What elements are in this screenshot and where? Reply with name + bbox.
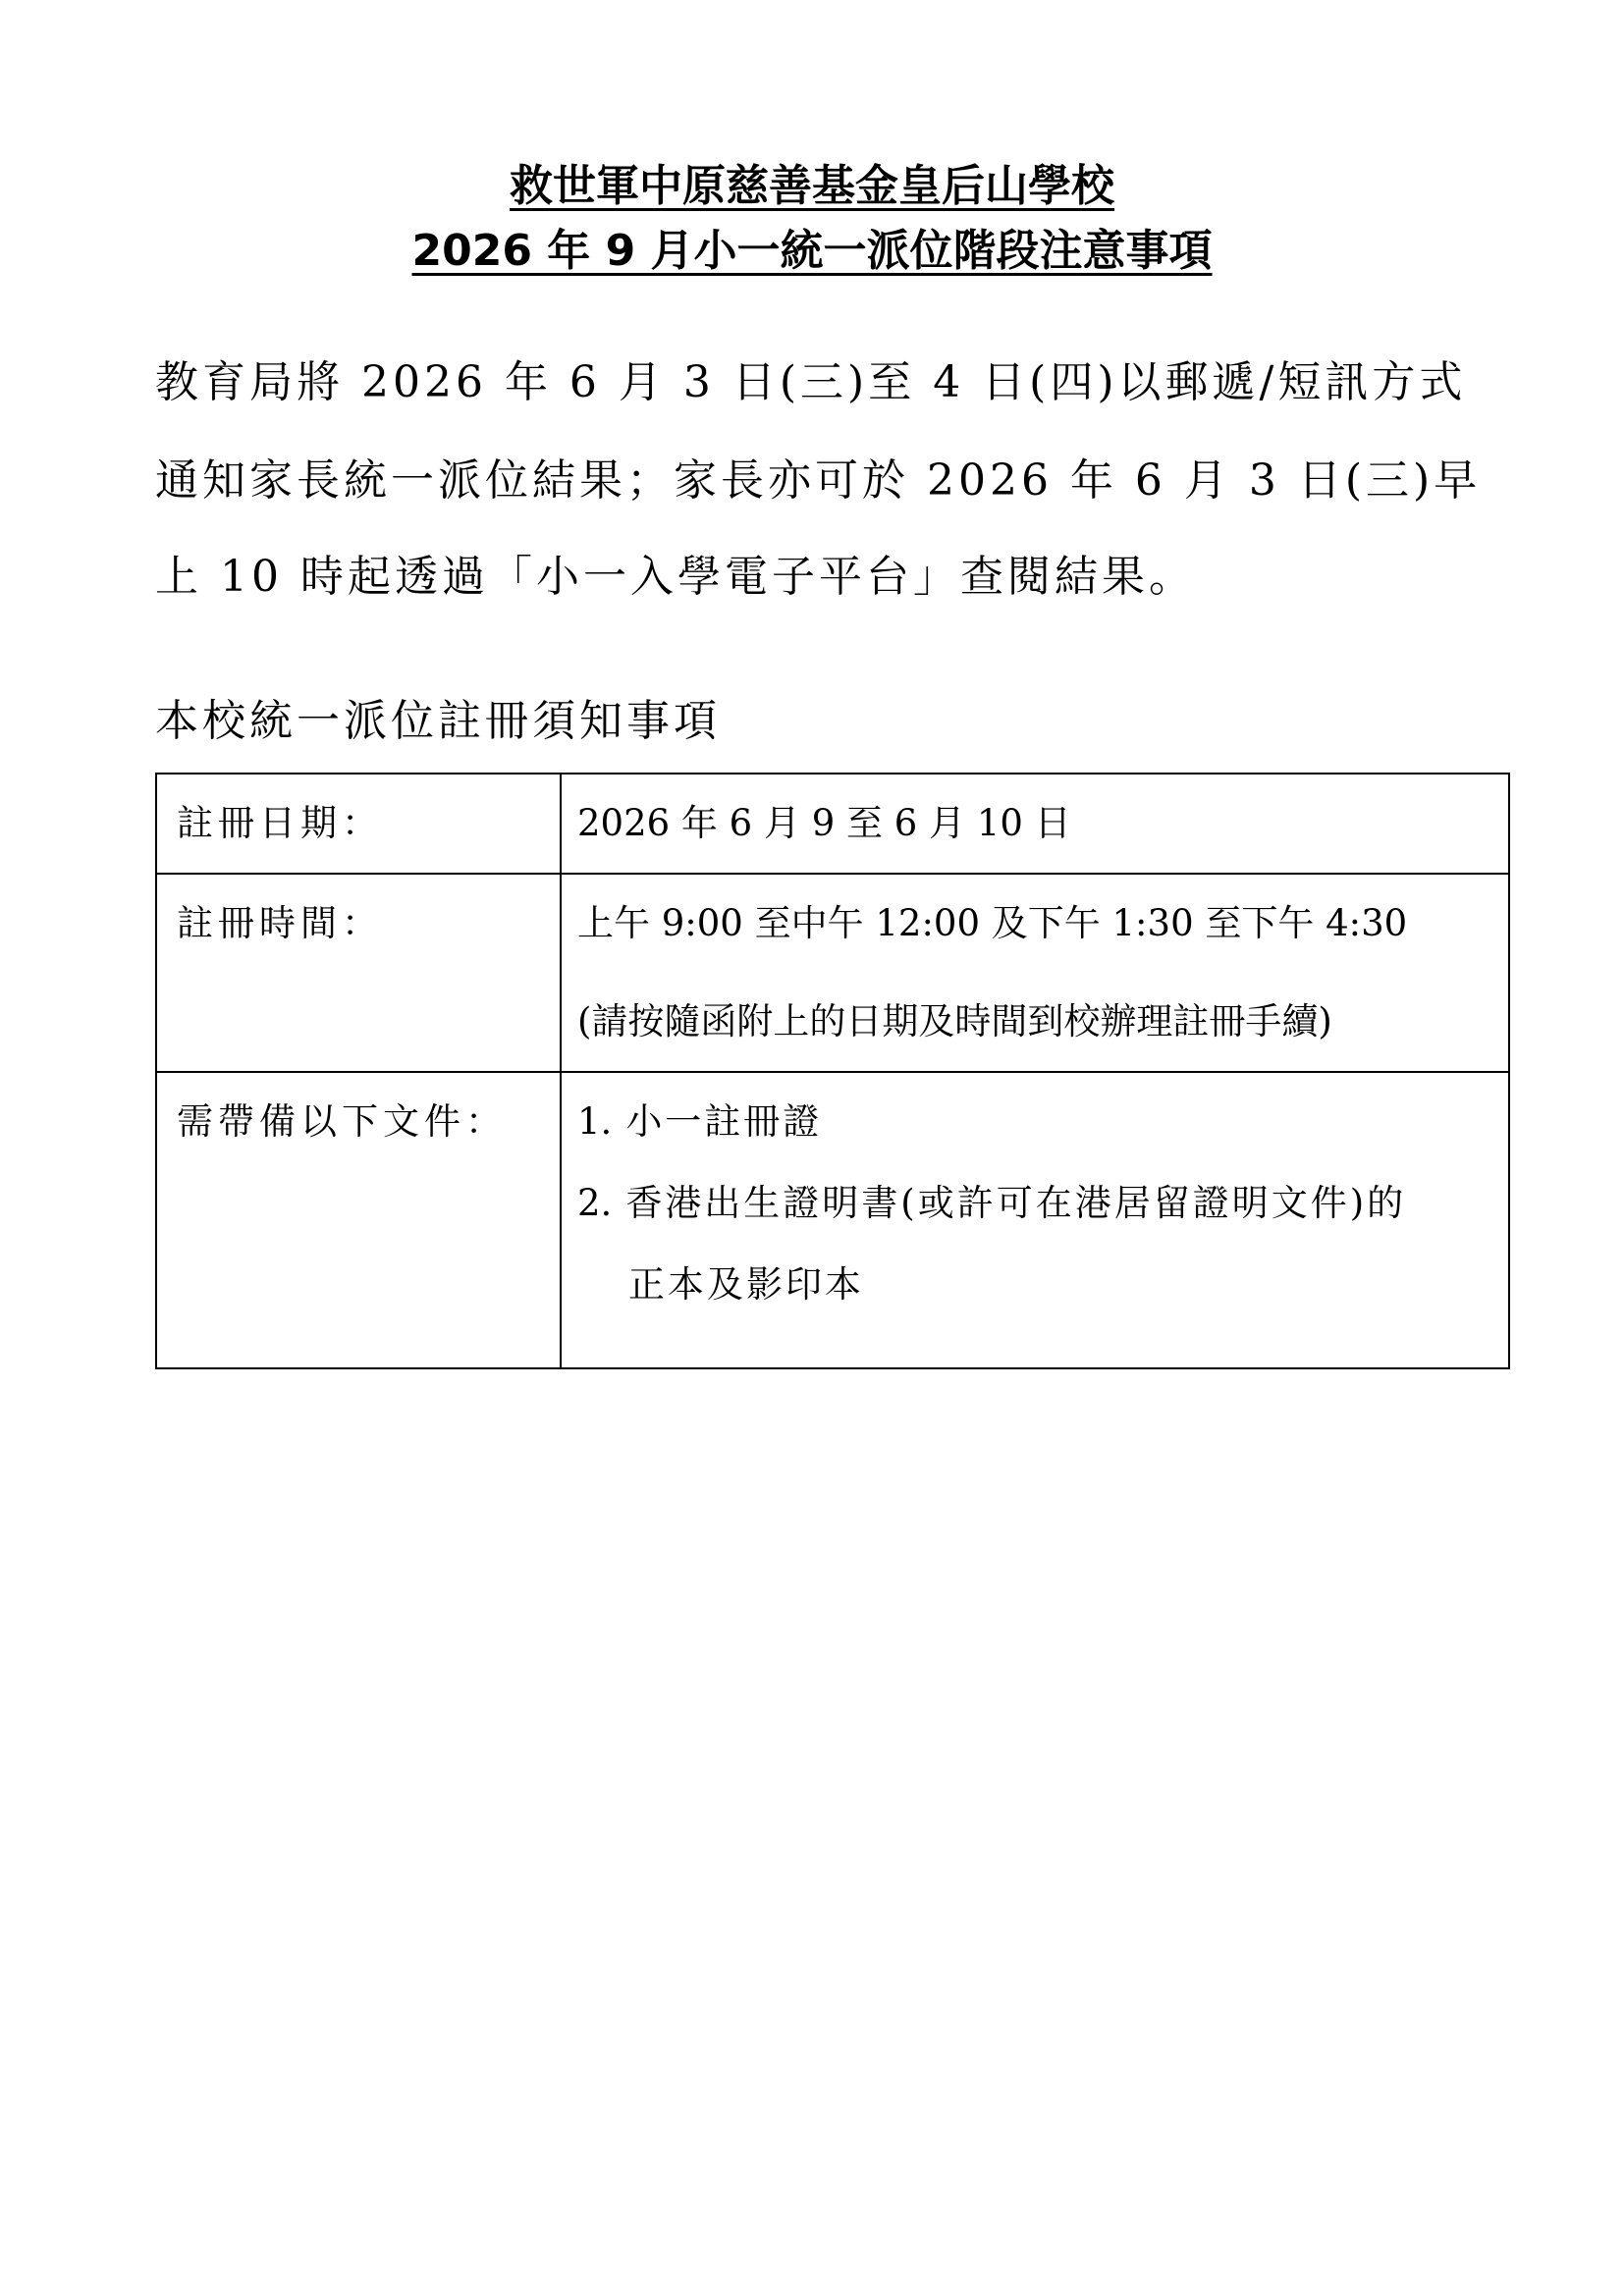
intro-line-2: 通知家長統一派位結果；家長亦可於 2026 年 6 月 3 日(三)早 [155,455,1482,506]
registration-table [155,773,1510,1369]
document-item-1-text: 小一註冊證 [625,1100,823,1143]
table-row-date [156,774,1509,874]
document-item-1-number: 1. [577,1100,613,1143]
time-value: 上午 9:00 至中午 12:00 及下午 1:30 至下午 4:30 [577,902,1408,944]
date-label-cell [156,774,561,874]
document-item-2-number: 2. [577,1182,613,1224]
table-row-documents [156,1072,1509,1368]
date-value: 2026 年 6 月 9 至 6 月 10 日 [577,802,1071,844]
intro-line-1: 教育局將 2026 年 6 月 3 日(三)至 4 日(四)以郵遞/短訊方式 [155,357,1467,407]
time-note: (請按隨函附上的日期及時間到校辦理註冊手續) [577,1000,1332,1042]
date-value-cell [561,774,1509,874]
time-value-cell [561,874,1509,1072]
table-row-time [156,874,1509,1072]
school-name-title [0,157,1624,216]
time-label-cell [156,874,561,1072]
registration-section-heading: 本校統一派位註冊須知事項 [155,696,721,746]
documents-label: 需帶備以下文件： [177,1100,507,1143]
document-item-1 [577,1097,1508,1147]
notice-subtitle-text: 2026 年 9 月小一統一派位階段注意事項 [411,226,1213,276]
documents-label-cell [156,1072,561,1368]
time-label: 註冊時間： [177,902,383,944]
notice-subtitle [0,222,1624,281]
documents-value-cell [561,1072,1509,1368]
school-name-text: 救世軍中原慈善基金皇后山學校 [510,161,1114,211]
date-label: 註冊日期： [177,802,383,844]
document-item-2-continuation: 正本及影印本 [628,1263,864,1306]
document-item-2 [577,1179,1508,1228]
intro-line-3: 上 10 時起透過「小一入學電子平台」查閱結果。 [155,552,1196,602]
document-item-2-text: 香港出生證明書(或許可在港居留證明文件)的 [625,1182,1407,1224]
